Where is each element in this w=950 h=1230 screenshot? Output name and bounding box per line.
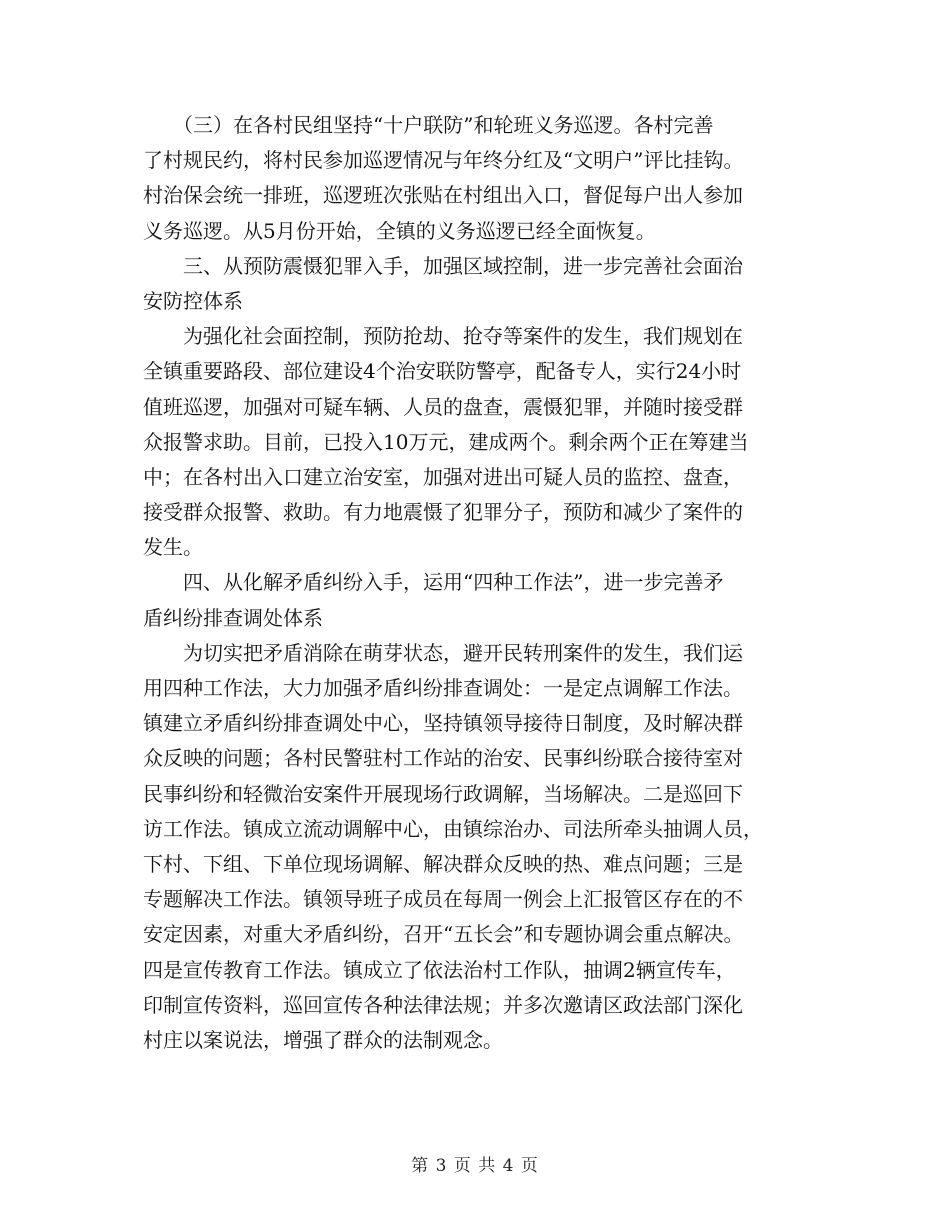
text-line: 村治保会统一排班，巡逻班次张贴在村组出入口，督促每户出人参加 xyxy=(143,183,743,208)
text-line: 了村规民约，将村民参加巡逻情况与年终分红及“文明户”评比挂钩。 xyxy=(143,148,744,173)
text-line: 印制宣传资料，巡回宣传各种法律法规；并多次邀请区政法部门深化 xyxy=(143,992,743,1017)
text-line: 镇建立矛盾纠纷排查调处中心，坚持镇领导接待日制度，及时解决群 xyxy=(143,711,743,736)
text-line: 下村、下组、下单位现场调解、解决群众反映的热、难点问题；三是 xyxy=(143,851,743,876)
text-line: 用四种工作法，大力加强矛盾纠纷排查调处：一是定点调解工作法。 xyxy=(143,676,743,700)
text-line: 民事纠纷和轻微治安案件开展现场行政调解，当场解决。二是巡回下 xyxy=(143,781,743,806)
page-number-footer: 第 3 页 共 4 页 xyxy=(411,1156,539,1176)
text-line: （三）在各村民组坚持“十户联防”和轮班义务巡逻。各村完善 xyxy=(143,113,714,137)
text-line: 值班巡逻，加强对可疑车辆、人员的盘查，震慑犯罪，并随时接受群 xyxy=(143,394,743,419)
text-line: 众反映的问题；各村民警驻村工作站的治安、民事纠纷联合接待室对 xyxy=(143,746,743,771)
text-line: 发生。 xyxy=(143,535,203,560)
text-line: 四是宣传教育工作法。镇成立了依法治村工作队，抽调2辆宣传车， xyxy=(143,957,736,982)
document-body xyxy=(143,108,813,1058)
text-line: 义务巡逻。从5月份开始，全镇的义务巡逻已经全面恢复。 xyxy=(143,218,656,243)
text-line: 为强化社会面控制，预防抢劫、抢夺等案件的发生，我们规划在 xyxy=(143,324,743,349)
section-heading-line: 安防控体系 xyxy=(143,288,243,313)
text-line: 访工作法。镇成立流动调解中心，由镇综治办、司法所牵头抽调人员， xyxy=(143,816,763,841)
text-line: 安定因素，对重大矛盾纠纷，召开“五长会”和专题协调会重点解决。 xyxy=(143,922,744,947)
text-line: 全镇重要路段、部位建设4个治安联防警亭，配备专人，实行24小时 xyxy=(143,359,742,384)
section-heading-line: 盾纠纷排查调处体系 xyxy=(143,605,323,630)
text-line: 中；在各村出入口建立治安室，加强对进出可疑人员的监控、盘查， xyxy=(143,464,743,489)
text-line: 专题解决工作法。镇领导班子成员在每周一例会上汇报管区存在的不 xyxy=(143,887,743,912)
section-heading-line: 三、从预防震慑犯罪入手，加强区域控制，进一步完善社会面治 xyxy=(143,253,743,278)
text-line: 村庄以案说法，增强了群众的法制观念。 xyxy=(143,1027,503,1052)
section-heading-line: 四、从化解矛盾纠纷入手，运用“四种工作法”，进一步完善矛 xyxy=(143,570,724,595)
text-line: 众报警求助。目前，已投入10万元，建成两个。剩余两个正在筹建当 xyxy=(143,429,749,454)
text-line: 接受群众报警、救助。有力地震慑了犯罪分子，预防和减少了案件的 xyxy=(143,500,743,525)
text-line: 为切实把矛盾消除在萌芽状态，避开民转刑案件的发生，我们运 xyxy=(143,640,743,665)
